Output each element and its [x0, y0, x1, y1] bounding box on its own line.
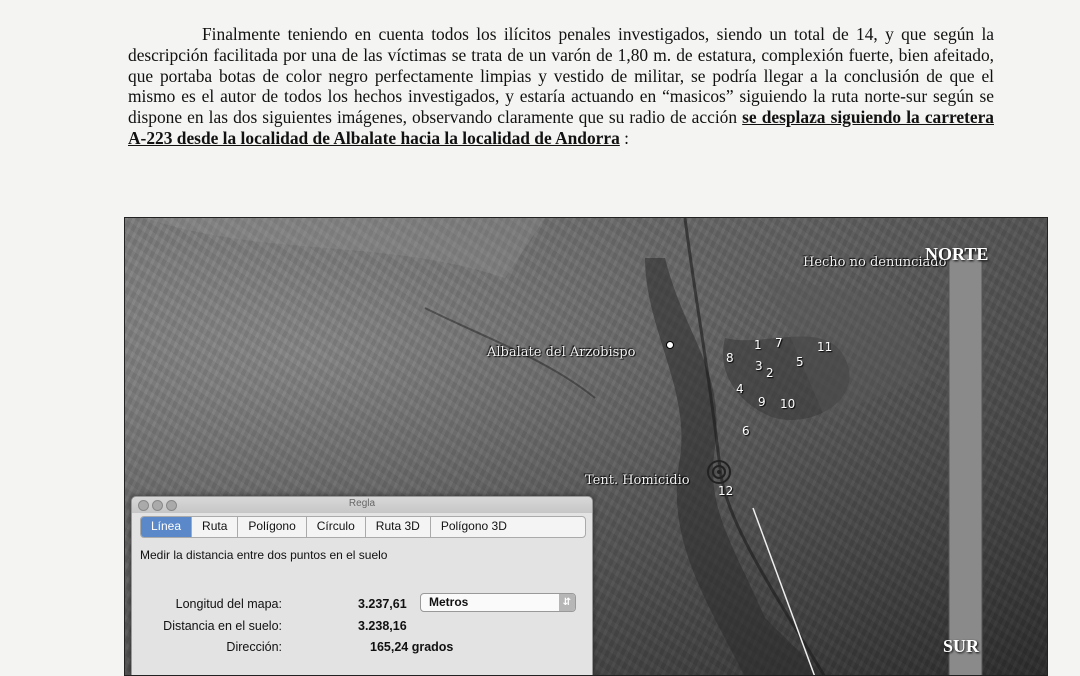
ruler-title: Regla: [348, 498, 376, 509]
body-paragraph: [128, 24, 994, 149]
point-label: 10: [780, 397, 796, 411]
tab-poligono-3d[interactable]: Polígono 3D: [440, 519, 507, 533]
ruler-tabs: [140, 516, 586, 538]
paragraph-tail: :: [619, 127, 629, 148]
route-bar: [949, 254, 982, 676]
tab-linea[interactable]: Línea: [141, 517, 192, 537]
north-label: NORTE: [925, 244, 989, 264]
point-label: 6: [742, 424, 750, 438]
point-label: 2: [766, 366, 774, 380]
map-length-value: 3.237,61: [358, 597, 407, 611]
south-label: SUR: [943, 636, 980, 656]
point-label: 12: [718, 484, 734, 498]
tab-ruta[interactable]: Ruta: [192, 517, 238, 537]
map-figure: [124, 217, 1048, 676]
town-marker-icon: [667, 342, 674, 349]
ruler-window[interactable]: [131, 496, 593, 676]
map-length-label: Longitud del mapa:: [175, 597, 282, 611]
direction-value: 165,24 grados: [370, 640, 454, 654]
ruler-description: Medir la distancia entre dos puntos en el suelo: [140, 548, 388, 562]
chevron-updown-icon: ⇵: [559, 594, 575, 611]
point-label: 4: [736, 382, 744, 396]
tab-poligono[interactable]: Polígono: [238, 517, 306, 537]
ruler-titlebar[interactable]: [132, 497, 592, 513]
point-label: 1: [754, 338, 762, 352]
point-label: 7: [775, 336, 783, 350]
point-label: 3: [755, 359, 763, 373]
homicide-label: Tent. Homicidio: [585, 473, 690, 488]
ground-distance-value: 3.238,16: [358, 619, 407, 633]
direction-label: Dirección:: [226, 640, 282, 654]
town-label: Albalate del Arzobispo: [487, 345, 636, 360]
point-label: 11: [817, 340, 833, 354]
point-label: 5: [796, 355, 804, 369]
tab-ruta-3d[interactable]: Ruta 3D: [366, 517, 431, 537]
unit-select-value: Metros: [429, 595, 469, 609]
hecho-label: Hecho no denunciado: [803, 255, 947, 270]
tab-circulo[interactable]: Círculo: [307, 517, 366, 537]
paragraph-text: Finalmente teniendo en cuenta todos los ilícitos penales investigados, siendo un total de 14, y que según la descripción facilitada por una de las víctimas se trata de un varón de 1,80 m. de estatura, complexión fuerte, bien afeitado, que portaba botas de color negro perfectamente limpias y vestido de militar, se podría llegar a la conclusión de que el mismo es el autor de todos los hechos investigados, y estaría actuando en “masicos” siguiendo la ruta norte-sur según se dispone en las dos siguientes imágenes, observando claramente que su radio de acción: [128, 24, 994, 128]
unit-select[interactable]: [420, 593, 576, 612]
ground-distance-label: Distancia en el suelo:: [163, 619, 282, 633]
point-label: 9: [758, 395, 766, 409]
underlined-phrase: se desplaza siguiendo la carretera A-223 desde la localidad de Albalate hacia la localidad de Andorra: [128, 107, 994, 148]
point-label: 8: [726, 351, 734, 365]
